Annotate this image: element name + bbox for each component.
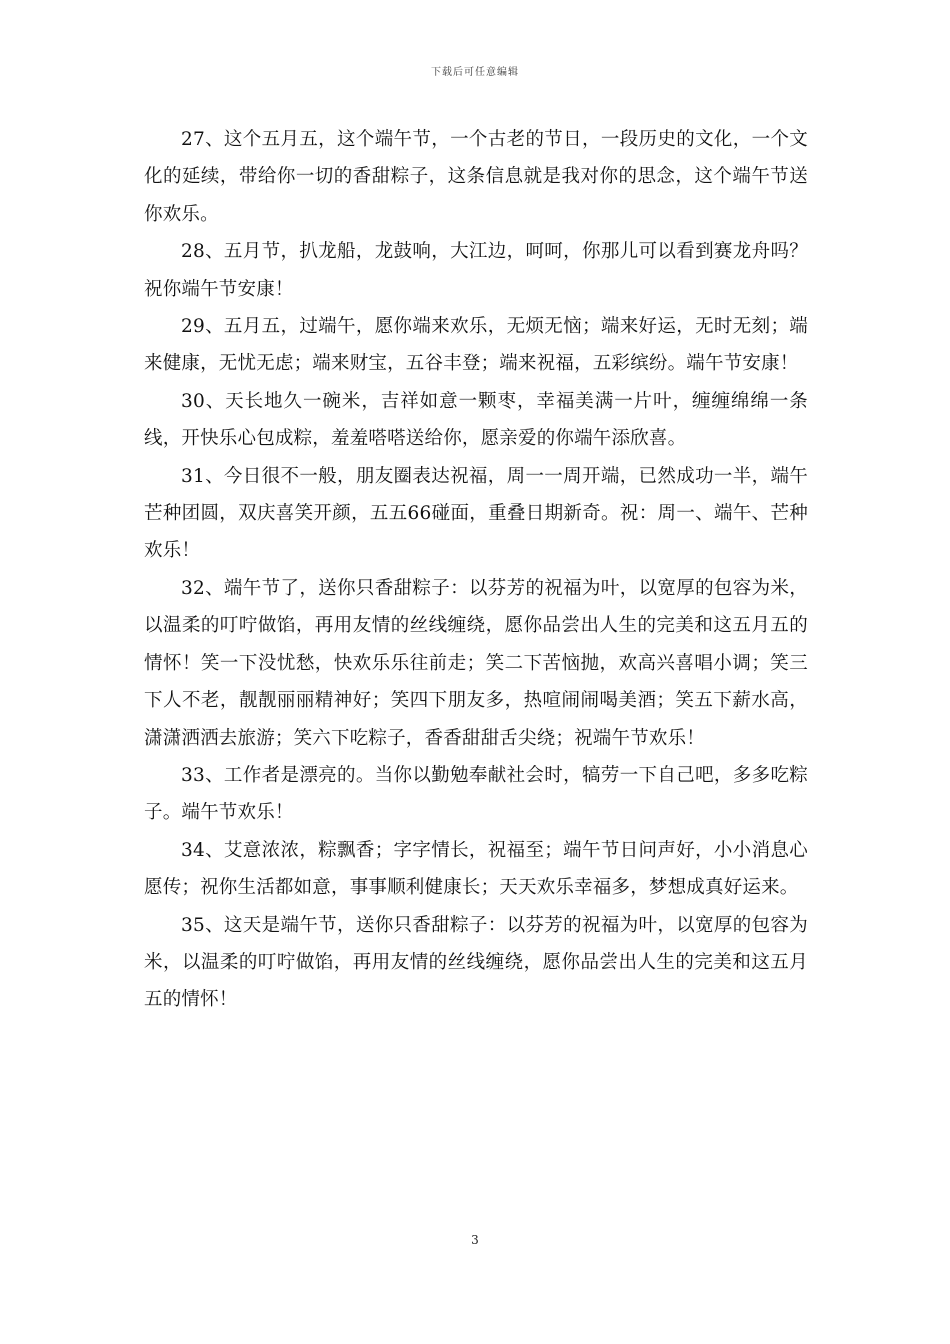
paragraph-30: 30、天长地久一碗米，吉祥如意一颗枣，幸福美满一片叶，缠缠绵绵一条线，开快乐心包成粽，羞羞嗒嗒送给你，愿亲爱的你端午添欣喜。 bbox=[144, 390, 808, 450]
page-number: 3 bbox=[471, 1233, 479, 1247]
document-body bbox=[144, 121, 808, 1019]
paragraph-35: 35、这天是端午节，送你只香甜粽子：以芬芳的祝福为叶，以宽厚的包容为米，以温柔的叮咛做馅，再用友情的丝线缠绕，愿你品尝出人生的完美和这五月五的情怀！ bbox=[144, 914, 808, 1011]
paragraph-32: 32、端午节了，送你只香甜粽子：以芬芳的祝福为叶，以宽厚的包容为米，以温柔的叮咛做馅，再用友情的丝线缠绕，愿你品尝出人生的完美和这五月五的情怀！笑一下没忧愁，快欢乐乐往前走；笑二下苦恼抛，欢高兴喜唱小调；笑三下人不老，靓靓丽丽精神好；笑四下朋友多，热喧闹闹喝美酒；笑五下薪水高，潇潇洒洒去旅游；笑六下吃粽子，香香甜甜舌尖绕；祝端午节欢乐！ bbox=[144, 577, 808, 749]
page-header: 下载后可任意编辑 bbox=[431, 67, 519, 78]
paragraph-27: 27、这个五月五，这个端午节，一个古老的节日，一段历史的文化，一个文化的延续，带给你一切的香甜粽子，这条信息就是我对你的思念，这个端午节送你欢乐。 bbox=[144, 129, 808, 225]
paragraph-28: 28、五月节，扒龙船，龙鼓响，大江边，呵呵，你那儿可以看到赛龙舟吗？祝你端午节安康！ bbox=[144, 241, 808, 300]
paragraph-31: 31、今日很不一般，朋友圈表达祝福，周一一周开端，已然成功一半，端午芒种团圆，双庆喜笑开颜，五五66碰面，重叠日期新奇。祝：周一、端午、芒种欢乐！ bbox=[144, 465, 808, 562]
paragraph-29: 29、五月五，过端午，愿你端来欢乐，无烦无恼；端来好运，无时无刻；端来健康，无忧无虑；端来财宝，五谷丰登；端来祝福，五彩缤纷。端午节安康！ bbox=[144, 316, 808, 375]
paragraph-33: 33、工作者是漂亮的。当你以勤勉奉献社会时，犒劳一下自己吧，多多吃粽子。端午节欢乐！ bbox=[144, 764, 808, 824]
paragraph-34: 34、艾意浓浓，粽飘香；字字情长，祝福至；端午节日问声好，小小消息心愿传；祝你生活都如意，事事顺利健康长；天天欢乐幸福多，梦想成真好运来。 bbox=[144, 839, 808, 899]
